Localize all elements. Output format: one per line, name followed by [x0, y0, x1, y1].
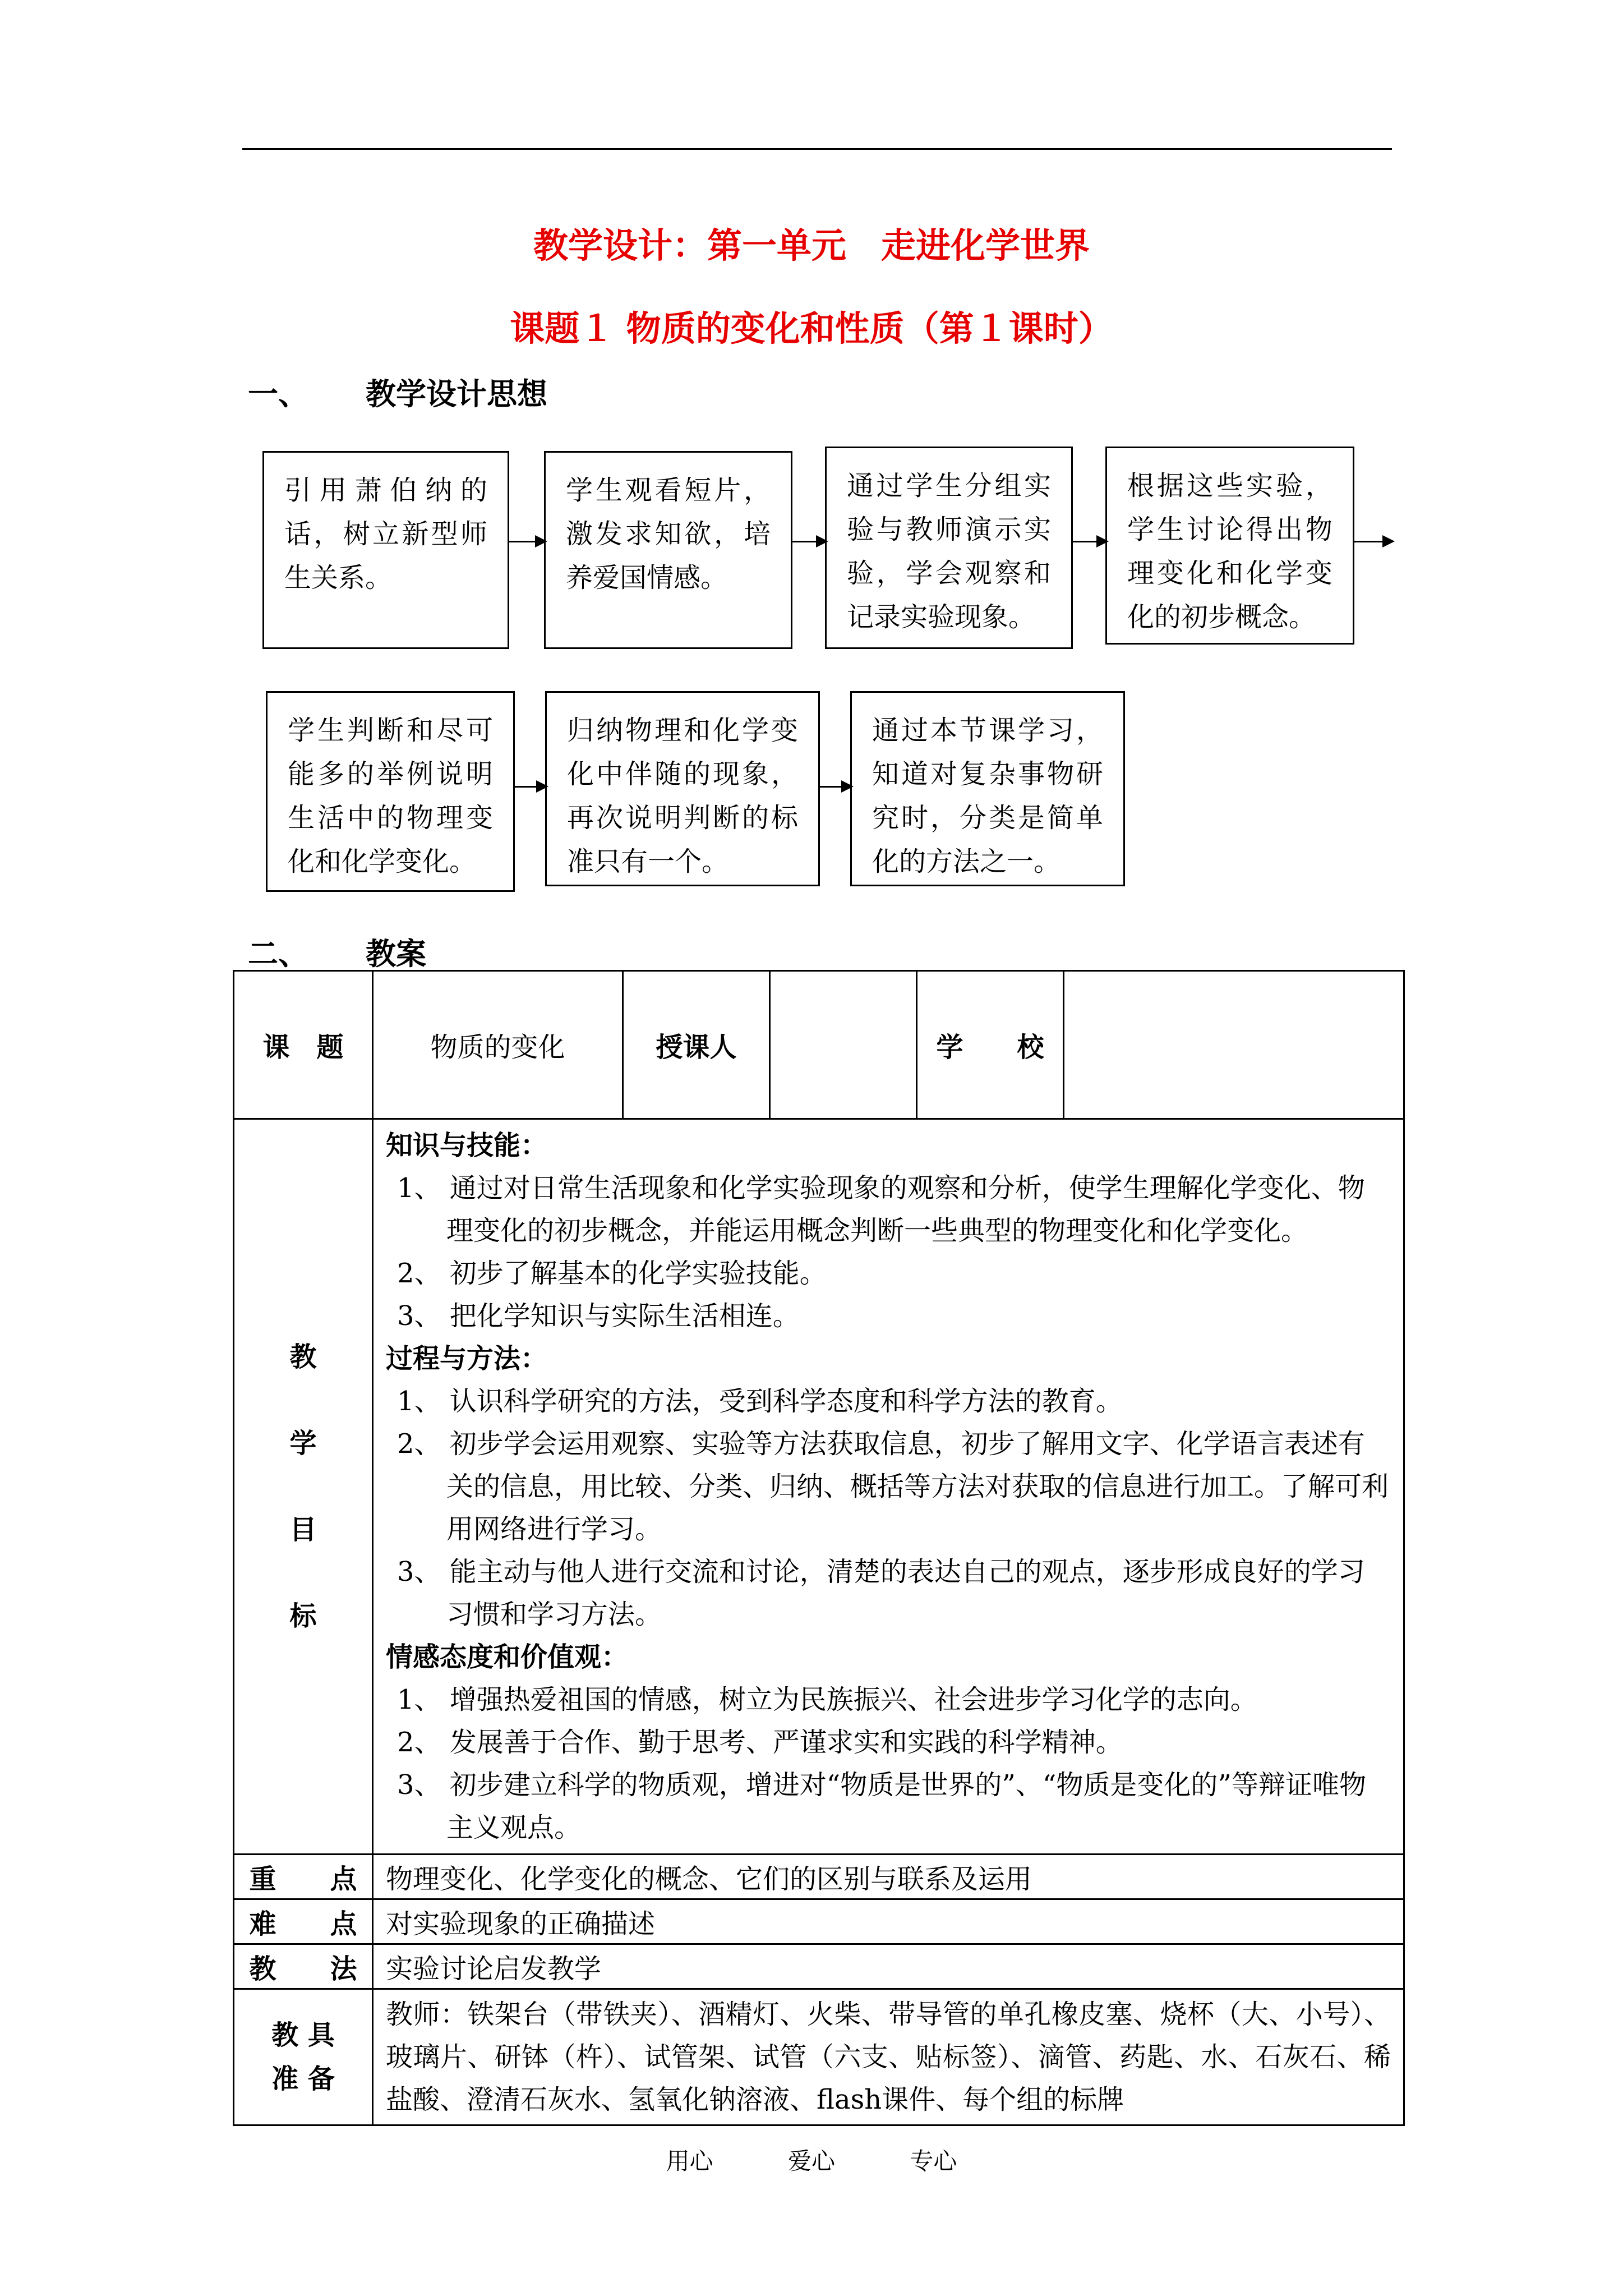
page-subtitle: 课题１ 物质的变化和性质（第１课时）: [510, 308, 1113, 349]
knowledge-title: 知识与技能：: [386, 1130, 548, 1161]
topic-value: 物质的变化: [373, 971, 623, 1119]
table-row: [234, 1989, 1404, 2125]
section-number: 一、: [248, 376, 308, 412]
teacher-label: 授课人: [623, 971, 770, 1119]
list-item: 1、 增强热爱祖国的情感，树立为民族振兴、社会进步学习化学的志向。: [397, 1684, 1257, 1715]
list-item: 1、 通过对日常生活现象和化学实验现象的观察和分析，使学生理解化学变化、物理变化的初步概念，并能运用概念判断一些典型的物理变化和化学变化。: [397, 1172, 1365, 1246]
list-item: 2、 发展善于合作、勤于思考、严谨求实和实践的科学精神。: [397, 1727, 1123, 1758]
table-row: [234, 971, 1404, 1119]
key-label: 重 点: [234, 1855, 373, 1899]
flow-arrow: [1073, 541, 1106, 542]
footer: [0, 2143, 1623, 2177]
section-label: 教案: [366, 936, 426, 972]
section-heading-1: [248, 370, 547, 413]
list-item: 1、 认识科学研究的方法，受到科学态度和科学方法的教育。: [397, 1386, 1123, 1417]
teacher-value: [770, 971, 917, 1119]
section-heading-2: [248, 930, 426, 973]
school-value: [1064, 971, 1404, 1119]
flow-box-2: 学生观看短片，激发求知欲，培养爱国情感。: [544, 451, 792, 649]
list-item: 2、 初步了解基本的化学实验技能。: [397, 1258, 827, 1289]
emotion-title: 情感态度和价值观：: [386, 1641, 629, 1673]
objectives-label-char: 标: [289, 1600, 317, 1632]
objectives-content: [373, 1119, 1404, 1855]
flow-box-5: 学生判断和尽可能多的举例说明生活中的物理变化和化学变化。: [266, 691, 515, 892]
table-row: [234, 1944, 1404, 1989]
footer-text: 专心: [910, 2147, 957, 2175]
flow-arrow: [515, 786, 546, 788]
table-row: [234, 1119, 1404, 1855]
key-value: 物理变化、化学变化的概念、它们的区别与联系及运用: [373, 1855, 1404, 1899]
section-number: 二、: [248, 936, 308, 972]
topic-label: 课 题: [234, 971, 373, 1119]
page-title: 教学设计：第一单元 走进化学世界: [533, 225, 1090, 266]
flow-box-3: 通过学生分组实验与教师演示实验，学会观察和记录实验现象。: [825, 447, 1073, 649]
list-item: 3、 把化学知识与实际生活相连。: [397, 1300, 800, 1332]
objectives-label-char: 教: [289, 1341, 317, 1373]
lesson-plan-table: [233, 970, 1405, 2126]
tools-value: 教师：铁架台（带铁夹）、酒精灯、火柴、带导管的单孔橡皮塞、烧杯（大、小号）、玻璃片、研钵（杵）、试管架、试管（六支、贴标签）、滴管、药匙、水、石灰石、稀盐酸、澄清石灰水、氢氧化钠溶液、flash课件、每个组的标牌: [373, 1989, 1404, 2125]
header-rule: [242, 148, 1392, 150]
school-label: 学 校: [917, 971, 1064, 1119]
table-row: [234, 1899, 1404, 1944]
process-title: 过程与方法：: [386, 1343, 548, 1374]
flow-arrow: [1354, 541, 1393, 542]
method-label: 教 法: [234, 1944, 373, 1989]
objectives-label: [234, 1119, 373, 1855]
flow-box-1: 引用萧伯纳的话，树立新型师生关系。: [262, 451, 509, 649]
list-item: 3、 初步建立科学的物质观，增进对“物质是世界的”、“物质是变化的”等辩证唯物主义观点。: [397, 1769, 1366, 1843]
flow-box-4: 根据这些实验，学生讨论得出物理变化和化学变化的初步概念。: [1105, 447, 1354, 645]
difficult-label: 难 点: [234, 1899, 373, 1944]
objectives-label-char: 学: [289, 1428, 317, 1459]
tools-label-line: 教 具: [271, 2019, 335, 2051]
tools-label-line: 准 备: [271, 2063, 335, 2095]
list-item: 3、 能主动与他人进行交流和讨论，清楚的表达自己的观点，逐步形成良好的学习习惯和学习方法。: [397, 1556, 1365, 1630]
table-row: [234, 1855, 1404, 1899]
flow-arrow: [509, 541, 545, 542]
difficult-value: 对实验现象的正确描述: [373, 1899, 1404, 1944]
footer-text: 用心: [666, 2147, 713, 2175]
flow-box-7: 通过本节课学习，知道对复杂事物研究时，分类是简单化的方法之一。: [850, 691, 1125, 886]
tools-label: [234, 1989, 373, 2125]
flow-box-6: 归纳物理和化学变化中伴随的现象，再次说明判断的标准只有一个。: [545, 691, 820, 886]
section-label: 教学设计思想: [366, 376, 547, 412]
method-value: 实验讨论启发教学: [373, 1944, 1404, 1989]
objectives-label-char: 目: [289, 1514, 317, 1545]
footer-text: 爱心: [787, 2147, 835, 2175]
list-item: 2、 初步学会运用观察、实验等方法获取信息，初步了解用文字、化学语言表述有关的信息，用比较、分类、归纳、概括等方法对获取的信息进行加工。了解可利用网络进行学习。: [397, 1428, 1389, 1545]
flow-arrow: [820, 786, 851, 788]
flow-arrow: [792, 541, 826, 542]
